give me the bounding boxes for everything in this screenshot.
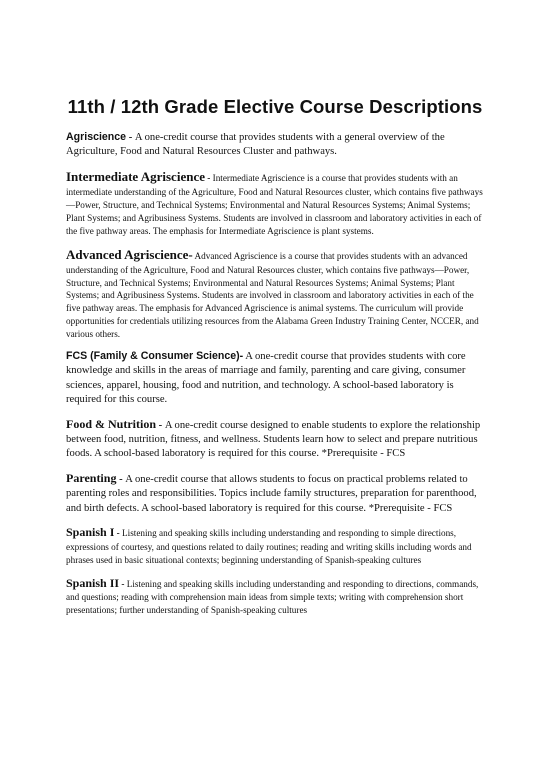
course-name: Food & Nutrition [66, 416, 156, 431]
course-separator: - [116, 473, 126, 485]
course-agriscience [66, 130, 484, 160]
course-name: Intermediate Agriscience [66, 168, 205, 184]
course-parenting [66, 470, 484, 516]
course-separator: - [119, 578, 127, 589]
course-description: Advanced Agriscience is a course that provides students with an advanced understanding of the Agriculture, Food and Natural Resources cluster, which contains five pathways—Power, Structure, and Technical Systems; Environmental and Natural Resources Systems; Animal Systems; Plant Systems; and Agribusiness Systems. Students are involved in classroom and laboratory activities in each of the five pathway areas. The emphasis for Advanced Agriscience is animal systems. The curriculum will provide opportunities for credentials utilizing resources from the Alabama Green Industry Training Center, NCCER, and various others. [66, 250, 479, 340]
course-description: Intermediate Agriscience is a course that provides students with an intermediate understanding of the Agriculture, Food and Natural Resources cluster, which contains five pathways—Power, Structure, and Technical Systems; Environmental and Natural Resources Systems; Animal Systems; Plant Systems; and Agribusiness Systems. Students are involved in classroom and laboratory activities in each of the five pathway areas. The emphasis for Intermediate Agriscience is plant systems. [66, 172, 483, 236]
course-advanced-agriscience [66, 246, 484, 341]
page-title: 11th / 12th Grade Elective Course Descriptions [67, 96, 483, 117]
course-spanish-1 [66, 524, 484, 567]
course-description: A one-credit course designed to enable students to explore the relationship between food, nutrition, fitness, and wellness. Students learn how to select and prepare nutritious foods. A school-based laboratory is required for this course. *Prerequisite - FCS [66, 419, 481, 460]
course-description: A one-credit course that allows students to focus on practical problems related to parenting roles and responsibilities. Topics include family structures, preparation for parenthood, and birth defects. A school-based laboratory is required for this course. *Prerequisite - FCS [66, 473, 477, 514]
course-separator: - [126, 132, 135, 143]
course-name: FCS (Family & Consumer Science)- [66, 349, 244, 362]
course-separator: - [204, 172, 213, 183]
course-separator: - [114, 528, 123, 538]
course-name: Agriscience [66, 131, 127, 143]
course-food-nutrition [66, 416, 484, 462]
course-name: Spanish II [66, 575, 120, 590]
course-description: A one-credit course that provides students with core knowledge and skills in the areas of marriage and family, parenting and care giving, consumer sciences, apparel, housing, food and nutrition, and technology. A school-based laboratory is required for this course. [66, 350, 466, 406]
course-spanish-2 [66, 575, 484, 618]
course-separator: - [156, 419, 165, 431]
course-fcs [66, 349, 484, 408]
course-description: A one-credit course that provides students with a general overview of the Agriculture, Food and Natural Resources Cluster and pathways. [66, 132, 445, 158]
course-name: Advanced Agriscience- [66, 246, 193, 262]
course-description: Listening and speaking skills including understanding and responding to directions, commands, and questions; reading with comprehension main ideas from simple texts; writing with comprehension short presentations; further understanding of Spanish-speaking cultures [66, 578, 479, 616]
course-intermediate-agriscience [66, 168, 484, 238]
course-name: Spanish I [66, 525, 115, 539]
course-name: Parenting [66, 470, 117, 485]
course-description: Listening and speaking skills including understanding and responding to simple directions, expressions of courtesy, and questions related to daily routines; reading and writing skills including words and phrases used in basic situational contexts; beginning understanding of Spanish-speaking cultures [66, 528, 472, 565]
